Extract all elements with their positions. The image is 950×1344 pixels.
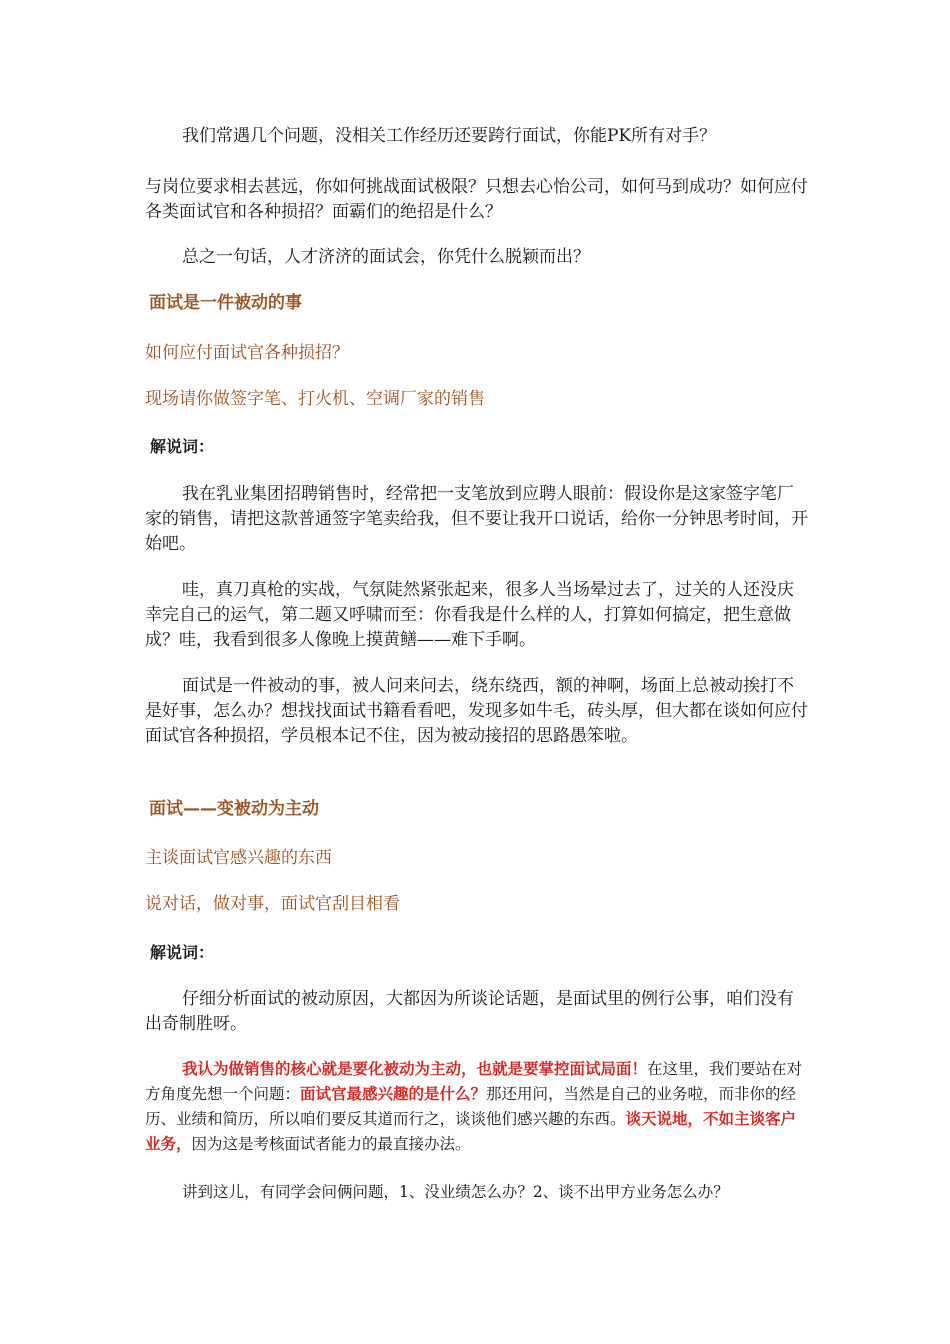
intro-paragraph-3: 总之一句话，人才济济的面试会，你凭什么脱颖而出？: [182, 247, 590, 267]
commentary-paragraph-1: 我在乳业集团招聘销售时，经常把一支笔放到应聘人眼前：假设你是这家签字笔厂家的销售，请把这款普通签字笔卖给我，但不要让我开口说话，给你一分钟思考时间，开始吧。: [145, 484, 808, 554]
commentary-paragraph-2: 哇，真刀真枪的实战，气氛陡然紧张起来，很多人当场晕过去了，过关的人还没庆幸完自己的运气，第二题又呼啸而至：你看我是什么样的人，打算如何搞定，把生意做成？哇，我看到很多人像晚上摸黄鳝——难下手啊。: [145, 580, 794, 650]
highlight-question: 面试官最感兴趣的是什么？: [300, 1085, 487, 1103]
core-text-2: 那还用问，当然是自己的业务啦，而非你的经历、业绩和简历，所以咱们要反其道而行之，谈谈他们感兴趣的东西。: [145, 1085, 797, 1128]
core-text-3: 因为这是考核面试者能力的最直接办法。: [191, 1135, 471, 1153]
intro-paragraph-2: 与岗位要求相去甚远，你如何挑战面试极限？只想去心怡公司，如何马到成功？如何应付各类面试官和各种损招？面霸们的绝招是什么？: [145, 177, 808, 222]
commentary-paragraph-3: 面试是一件被动的事，被人问来问去，绕东绕西，额的神啊，场面上总被动挨打不是好事，怎么办？想找找面试书籍看看吧，发现多如牛毛，砖头厚，但大都在谈如何应付面试官各种损招，学员根本记不住，因为被动接招的思路愚笨啦。: [145, 676, 808, 746]
section-heading-passive: 面试是一件被动的事: [149, 293, 302, 313]
subheading-interests: 主谈面试官感兴趣的东西: [145, 848, 332, 868]
closing-paragraph: 讲到这儿，有同学会问俩问题，1、没业绩怎么办？2、谈不出甲方业务怎么办？: [182, 1183, 729, 1201]
commentary-label: 解说词：: [150, 437, 215, 456]
subheading-right-words: 说对话，做对事，面试官刮目相看: [145, 894, 400, 914]
core-paragraph: [145, 1057, 810, 1157]
highlight-core-idea: 我认为做销售的核心就是要化被动为主动，也就是要掌控面试局面！: [182, 1060, 648, 1078]
core-text-1: 在这里，我们要站在对方角度先想一个问题：: [145, 1060, 803, 1103]
highlight-client-business: 谈天说地，不如主谈客户业务，: [145, 1110, 797, 1153]
subheading-sales-task: 现场请你做签字笔、打火机、空调厂家的销售: [145, 389, 485, 409]
commentary-label-2: 解说词：: [150, 943, 215, 962]
analysis-paragraph: 仔细分析面试的被动原因，大都因为所谈论话题，是面试里的例行公事，咱们没有出奇制胜呀。: [145, 989, 794, 1034]
section-heading-active: 面试——变被动为主动: [149, 799, 319, 819]
subheading-tricks: 如何应付面试官各种损招？: [145, 343, 349, 363]
intro-paragraph-1: 我们常遇几个问题，没相关工作经历还要跨行面试，你能PK所有对手？: [182, 126, 717, 146]
